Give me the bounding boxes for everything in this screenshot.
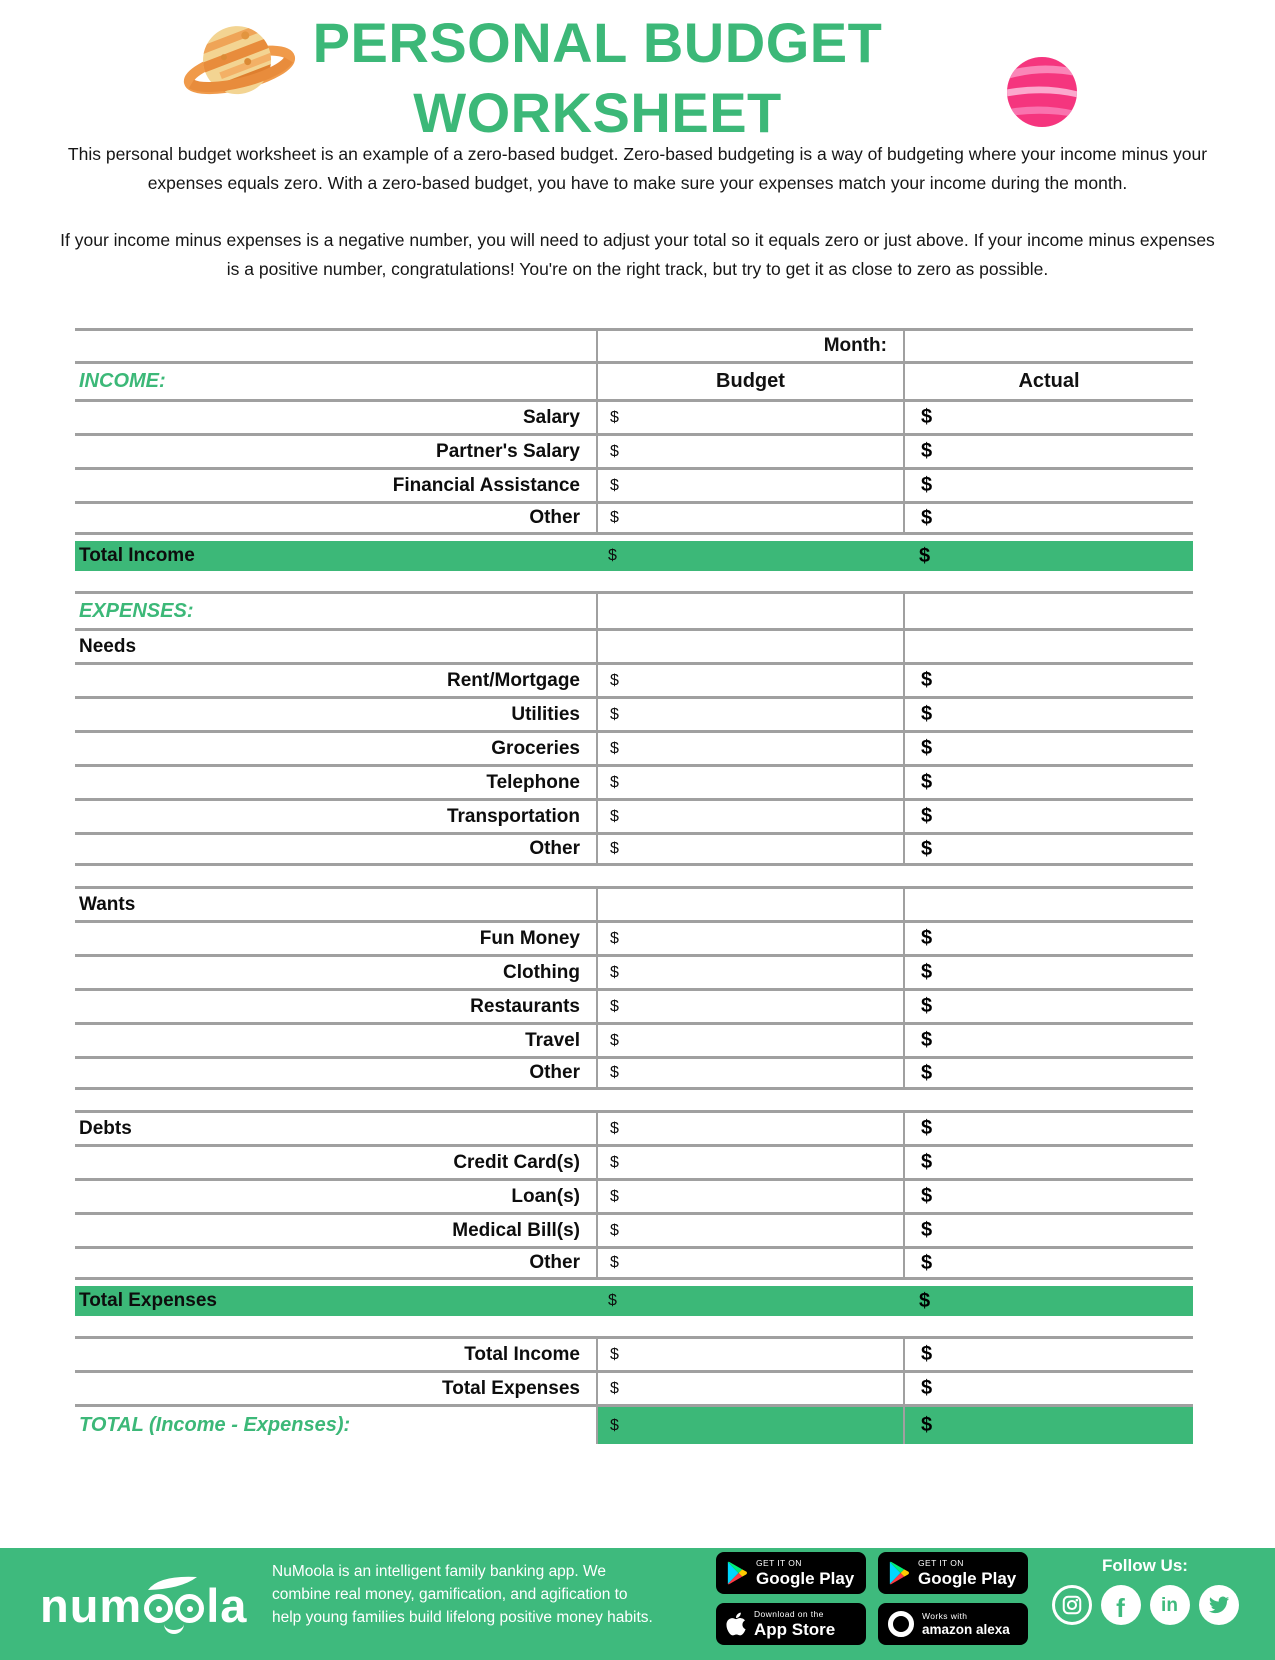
actual-cell: $ xyxy=(903,1373,1193,1404)
row-label: Partner's Salary xyxy=(436,440,580,462)
actual-cell: $ xyxy=(903,957,1193,988)
table-row-total-expenses xyxy=(75,1286,1193,1316)
total-bar-label: Total Expenses xyxy=(79,1290,217,1311)
budget-cell: $ xyxy=(596,699,903,730)
actual-cell xyxy=(903,331,1193,361)
row-label: Salary xyxy=(522,406,580,428)
logo-smile-icon xyxy=(164,1618,184,1634)
badge-line1: Download on the xyxy=(754,1608,824,1619)
table-row-needs xyxy=(75,628,1193,662)
actual-cell: $ xyxy=(903,504,1193,532)
logo-leaf-icon xyxy=(147,1574,199,1592)
row-label: Transportation xyxy=(446,805,580,827)
table-row-debts xyxy=(75,1110,1193,1144)
page-title-line2: WORKSHEET xyxy=(413,81,782,144)
badge-line1: GET IT ON xyxy=(918,1557,964,1568)
table-row-transportation xyxy=(75,798,1193,832)
actual-cell: $ xyxy=(903,436,1193,467)
badge-line2: amazon alexa xyxy=(922,1622,1010,1637)
badge-line1: GET IT ON xyxy=(756,1557,802,1568)
budget-cell: $ xyxy=(596,991,903,1022)
table-gap xyxy=(75,1090,1193,1110)
actual-cell: $ xyxy=(919,544,931,567)
follow-us-label: Follow Us: xyxy=(1102,1556,1188,1575)
row-label: Total Expenses xyxy=(442,1377,580,1399)
table-row-total-income xyxy=(75,1336,1193,1370)
table-row-other xyxy=(75,1246,1193,1280)
facebook-icon[interactable]: f xyxy=(1101,1585,1141,1625)
table-row-total-expenses xyxy=(75,1370,1193,1404)
row-label: Wants xyxy=(79,893,136,915)
table-row-partner-s-salary xyxy=(75,433,1193,467)
social-icons xyxy=(1040,1585,1250,1625)
row-label: Financial Assistance xyxy=(392,474,580,496)
budget-cell: $ xyxy=(596,1147,903,1178)
row-label: Medical Bill(s) xyxy=(452,1219,580,1241)
actual-cell: $ xyxy=(903,801,1193,832)
budget-cell: $ xyxy=(596,665,903,696)
row-label: Credit Card(s) xyxy=(453,1151,580,1173)
actual-cell: $ xyxy=(903,699,1193,730)
table-row-travel xyxy=(75,1022,1193,1056)
row-label: Total Income xyxy=(464,1343,580,1365)
table-row-utilities xyxy=(75,696,1193,730)
actual-cell: $ xyxy=(903,1059,1193,1087)
follow-us-section xyxy=(1040,1556,1250,1625)
actual-cell: $ xyxy=(903,923,1193,954)
expenses-section-label: EXPENSES: xyxy=(79,599,194,622)
row-label: Travel xyxy=(525,1029,580,1051)
actual-cell: $ xyxy=(903,402,1193,433)
store-badges xyxy=(716,1552,1028,1645)
actual-cell: $ xyxy=(903,1113,1193,1144)
table-row-month xyxy=(75,328,1193,361)
footer-description: NuMoola is an intelligent family banking app. We combine real money, gamification, and agification to help young families build lifelong positive money habits. xyxy=(272,1563,653,1626)
row-label: Other xyxy=(529,1252,580,1273)
numoola-logo xyxy=(40,1579,248,1632)
grand-total-label: TOTAL (Income - Expenses): xyxy=(79,1414,351,1436)
budget-cell: $ xyxy=(596,1373,903,1404)
table-row-groceries xyxy=(75,730,1193,764)
table-row-total-income-expenses xyxy=(75,1404,1193,1444)
table-row-telephone xyxy=(75,764,1193,798)
alexa-icon xyxy=(888,1611,914,1637)
actual-column-header: Actual xyxy=(903,364,1193,399)
budget-cell: $ xyxy=(596,504,903,532)
row-label: Needs xyxy=(79,635,137,657)
google-play-badge[interactable] xyxy=(878,1552,1028,1594)
budget-cell: $ xyxy=(596,923,903,954)
row-label: Other xyxy=(529,1062,580,1083)
table-row-restaurants xyxy=(75,988,1193,1022)
income-section-label: INCOME: xyxy=(79,370,166,392)
actual-cell: $ xyxy=(903,1147,1193,1178)
actual-cell: $ xyxy=(903,1249,1193,1277)
actual-cell: $ xyxy=(903,991,1193,1022)
row-label: Debts xyxy=(79,1117,132,1139)
table-row-loan-s xyxy=(75,1178,1193,1212)
budget-cell: $ xyxy=(596,1215,903,1246)
budget-cell: $ xyxy=(596,1025,903,1056)
actual-cell: $ xyxy=(903,767,1193,798)
footer xyxy=(0,1548,1275,1660)
twitter-icon[interactable] xyxy=(1199,1585,1239,1625)
table-row-credit-card-s xyxy=(75,1144,1193,1178)
actual-cell: $ xyxy=(903,1215,1193,1246)
row-label: Other xyxy=(529,507,580,528)
badge-line2: Google Play xyxy=(918,1568,1017,1588)
table-row-total-income xyxy=(75,541,1193,571)
budget-cell: $ xyxy=(596,767,903,798)
budget-cell: $ xyxy=(596,957,903,988)
budget-cell: $ xyxy=(596,1407,903,1444)
table-row-expenses xyxy=(75,591,1193,628)
actual-cell xyxy=(903,631,1193,662)
actual-cell xyxy=(903,594,1193,628)
table-row-fun-money xyxy=(75,920,1193,954)
saturn-planet-icon xyxy=(178,12,298,116)
budget-cell: $ xyxy=(608,547,617,564)
row-label: Fun Money xyxy=(479,927,580,949)
actual-cell: $ xyxy=(903,665,1193,696)
page-title-line1: PERSONAL BUDGET xyxy=(312,11,883,74)
row-label: Utilities xyxy=(511,703,580,725)
month-label: Month: xyxy=(596,331,903,361)
table-row-salary xyxy=(75,399,1193,433)
budget-cell: $ xyxy=(596,436,903,467)
badge-line2: App Store xyxy=(754,1619,836,1639)
budget-cell: $ xyxy=(596,470,903,501)
budget-column-header: Budget xyxy=(596,364,903,399)
budget-cell: $ xyxy=(596,733,903,764)
linkedin-icon[interactable]: in xyxy=(1150,1585,1190,1625)
badge-line1: Works with xyxy=(922,1611,968,1621)
row-label: Clothing xyxy=(502,961,580,983)
amazon-alexa-badge[interactable] xyxy=(878,1603,1028,1645)
table-row-clothing xyxy=(75,954,1193,988)
intro-paragraph-2: If your income minus expenses is a negative number, you will need to adjust your total so it equals zero or just above. If your income minus expenses is a positive number, congratulations! You're on the right track, but try to get it as close to zero as possible. xyxy=(60,230,1215,279)
budget-cell xyxy=(596,631,903,662)
actual-cell: $ xyxy=(903,1181,1193,1212)
table-row-medical-bill-s xyxy=(75,1212,1193,1246)
logo-oo-eyes xyxy=(143,1588,205,1623)
actual-cell: $ xyxy=(903,1407,1193,1444)
budget-cell xyxy=(596,889,903,920)
row-label: Other xyxy=(529,838,580,859)
actual-cell: $ xyxy=(903,470,1193,501)
actual-cell xyxy=(903,889,1193,920)
table-row-income xyxy=(75,361,1193,399)
actual-cell: $ xyxy=(903,1025,1193,1056)
logo-text-suffix: la xyxy=(206,1579,248,1632)
actual-cell: $ xyxy=(919,1289,931,1312)
table-row-financial-assistance xyxy=(75,467,1193,501)
logo-text-prefix: num xyxy=(40,1579,143,1632)
intro-paragraph-1: This personal budget worksheet is an example of a zero-based budget. Zero-based budgeting is a way of budgeting where your income minus your expenses equals zero. With a zero-based budget, you have to make sure your expenses match your income during the month. xyxy=(67,144,1208,193)
budget-cell: $ xyxy=(596,1059,903,1087)
budget-cell: $ xyxy=(596,835,903,863)
budget-cell: $ xyxy=(596,801,903,832)
table-row-other xyxy=(75,832,1193,866)
badge-line2: Google Play xyxy=(756,1568,855,1588)
row-label: Rent/Mortgage xyxy=(447,669,580,691)
row-label xyxy=(75,331,596,361)
budget-cell xyxy=(596,594,903,628)
google-play-badge[interactable] xyxy=(716,1552,866,1594)
pink-planet-icon xyxy=(1004,54,1080,130)
table-row-wants xyxy=(75,886,1193,920)
google-play-icon xyxy=(726,1560,748,1586)
table-row-other xyxy=(75,501,1193,535)
table-gap xyxy=(75,866,1193,886)
google-play-icon xyxy=(888,1560,910,1586)
table-gap xyxy=(75,571,1193,591)
row-label: Loan(s) xyxy=(511,1185,580,1207)
table-row-other xyxy=(75,1056,1193,1090)
total-bar-label: Total Income xyxy=(79,545,195,566)
budget-cell: $ xyxy=(596,1181,903,1212)
budget-cell: $ xyxy=(596,1339,903,1370)
budget-table xyxy=(75,328,1193,1444)
actual-cell: $ xyxy=(903,733,1193,764)
row-label: Groceries xyxy=(491,737,580,759)
row-label: Restaurants xyxy=(470,995,580,1017)
apple-icon xyxy=(726,1611,746,1637)
actual-cell: $ xyxy=(903,1339,1193,1370)
budget-cell: $ xyxy=(596,1113,903,1144)
table-row-rent-mortgage xyxy=(75,662,1193,696)
budget-cell: $ xyxy=(596,402,903,433)
row-label: Telephone xyxy=(486,771,580,793)
budget-cell: $ xyxy=(596,1249,903,1277)
instagram-icon[interactable] xyxy=(1052,1585,1092,1625)
table-gap xyxy=(75,1316,1193,1336)
budget-cell: $ xyxy=(608,1292,617,1309)
app-store-badge[interactable] xyxy=(716,1603,866,1645)
actual-cell: $ xyxy=(903,835,1193,863)
